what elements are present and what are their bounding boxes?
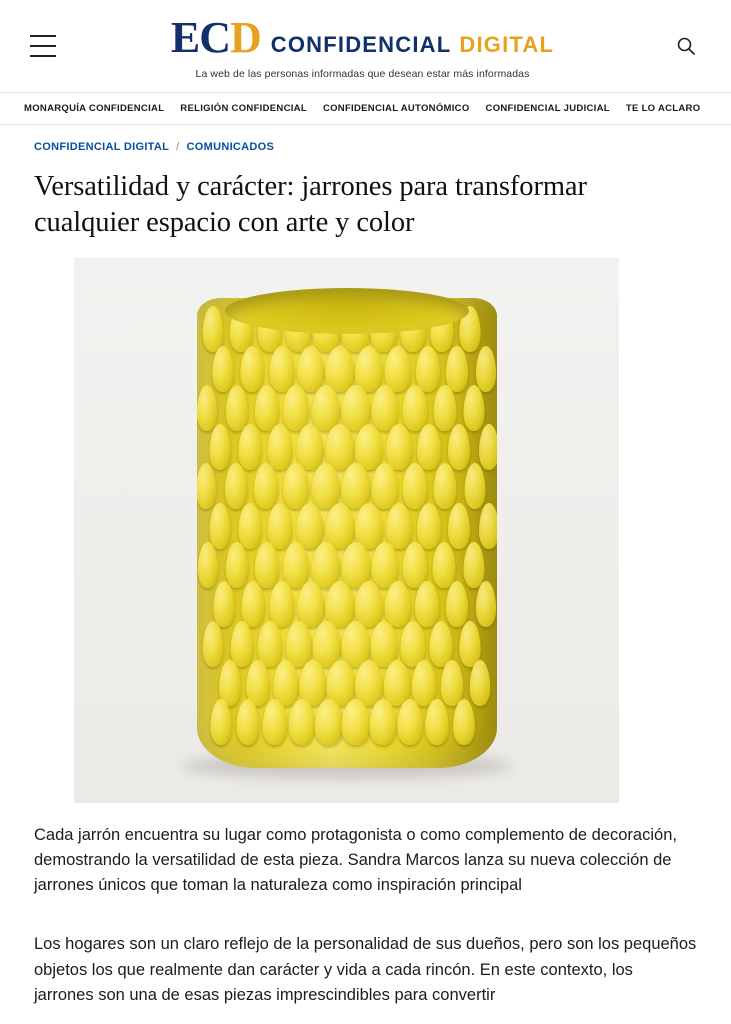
- vase-rim: [225, 288, 469, 334]
- article-figure: [0, 258, 731, 803]
- logo-letter-e: E: [170, 13, 200, 62]
- breadcrumb-item-confidencial-digital[interactable]: CONFIDENCIAL DIGITAL: [34, 141, 170, 153]
- nav-item-te-lo-aclaro[interactable]: TE LO ACLARO: [625, 103, 701, 114]
- breadcrumb: [0, 125, 731, 153]
- nav-item-confidencial-autonomico[interactable]: CONFIDENCIAL AUTONÓMICO: [322, 103, 470, 114]
- vase-photo: [74, 258, 619, 803]
- nav-item-monarquia-confidencial[interactable]: MONARQUÍA CONFIDENCIAL: [24, 103, 165, 114]
- nav-item-confidencial-judicial[interactable]: CONFIDENCIAL JUDICIAL: [485, 103, 610, 114]
- logo-ecd: [170, 13, 261, 62]
- site-brand[interactable]: [56, 13, 669, 80]
- vase-scale-texture: [197, 298, 497, 768]
- logo-letter-d: D: [229, 13, 261, 62]
- brand-row: [56, 13, 669, 62]
- vase-body: [197, 298, 497, 768]
- site-header: [0, 0, 731, 92]
- brand-word-confidencial: CONFIDENCIAL: [270, 32, 452, 57]
- article-paragraph-1: Los hogares son un claro reflejo de la personalidad de sus dueños, pero son los pequeños objetos los que realmente dan carácter y vida a cada rincón. En este contexto, los jarrones son una de esas piezas imprescindibles para convertir: [34, 935, 697, 1004]
- site-tagline: La web de las personas informadas que desean estar más informadas: [195, 68, 530, 80]
- main-navigation: [0, 92, 731, 125]
- page-title: Versatilidad y carácter: jarrones para transformar cualquier espacio con arte y color: [34, 171, 587, 238]
- article-lead: Cada jarrón encuentra su lugar como protagonista o como complemento de decoración, demostrando la versatilidad de esta pieza. Sandra Marcos lanza su nueva colección de jarrones únicos que toman la naturaleza como inspiración principal: [34, 826, 677, 895]
- nav-item-religion-confidencial[interactable]: RELIGIÓN CONFIDENCIAL: [180, 103, 307, 114]
- logo-letter-c: C: [199, 13, 230, 62]
- breadcrumb-item-comunicados[interactable]: COMUNICADOS: [186, 141, 275, 153]
- search-icon[interactable]: [669, 29, 703, 63]
- breadcrumb-separator: /: [176, 141, 180, 153]
- brand-word-digital: DIGITAL: [459, 32, 555, 57]
- brand-wordmark: [271, 34, 554, 56]
- hamburger-icon[interactable]: [30, 35, 56, 57]
